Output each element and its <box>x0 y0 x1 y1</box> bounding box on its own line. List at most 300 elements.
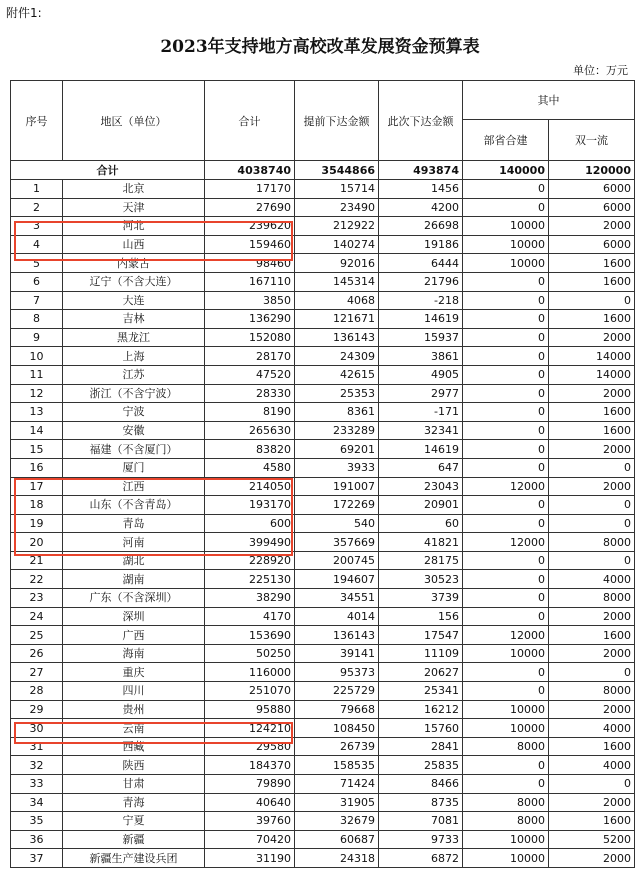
cell-advance: 34551 <box>295 589 379 608</box>
cell-region: 福建（不含厦门） <box>63 440 205 459</box>
cell-region: 广东（不含深圳） <box>63 589 205 608</box>
table-row <box>11 198 635 217</box>
cell-seq: 8 <box>11 310 63 329</box>
cell-advance: 71424 <box>295 775 379 794</box>
document-title: 2023年支持地方高校改革发展资金预算表 <box>160 37 480 57</box>
cell-advance: 15714 <box>295 180 379 199</box>
table-row <box>11 737 635 756</box>
table-row <box>11 644 635 663</box>
cell-joint: 12000 <box>463 477 549 496</box>
cell-joint: 0 <box>463 421 549 440</box>
cell-current: 17547 <box>379 626 463 645</box>
table-row <box>11 217 635 236</box>
cell-joint: 8000 <box>463 812 549 831</box>
cell-joint: 0 <box>463 347 549 366</box>
cell-advance: 60687 <box>295 830 379 849</box>
cell-region: 厦门 <box>63 458 205 477</box>
cell-seq: 18 <box>11 496 63 515</box>
cell-current: 20901 <box>379 496 463 515</box>
cell-double: 2000 <box>549 607 635 626</box>
cell-advance: 32679 <box>295 812 379 831</box>
cell-double: 6000 <box>549 180 635 199</box>
header-seq: 序号 <box>11 81 63 161</box>
cell-joint: 10000 <box>463 644 549 663</box>
cell-current: 14619 <box>379 310 463 329</box>
cell-double: 2000 <box>549 644 635 663</box>
cell-total: 214050 <box>205 477 295 496</box>
cell-current: 11109 <box>379 644 463 663</box>
table-row <box>11 551 635 570</box>
cell-joint: 0 <box>463 384 549 403</box>
cell-double: 8000 <box>549 682 635 701</box>
cell-joint: 0 <box>463 440 549 459</box>
cell-current: 26698 <box>379 217 463 236</box>
table-row <box>11 384 635 403</box>
cell-region: 贵州 <box>63 700 205 719</box>
cell-double: 4000 <box>549 756 635 775</box>
cell-joint: 0 <box>463 607 549 626</box>
cell-region: 陕西 <box>63 756 205 775</box>
cell-total: 239620 <box>205 217 295 236</box>
cell-seq: 4 <box>11 235 63 254</box>
cell-joint: 10000 <box>463 235 549 254</box>
cell-region: 河北 <box>63 217 205 236</box>
cell-total: 40640 <box>205 793 295 812</box>
cell-region: 湖北 <box>63 551 205 570</box>
cell-joint: 10000 <box>463 254 549 273</box>
cell-region: 新疆生产建设兵团 <box>63 849 205 868</box>
cell-total: 4170 <box>205 607 295 626</box>
cell-current: 16212 <box>379 700 463 719</box>
cell-joint: 0 <box>463 496 549 515</box>
cell-advance: 95373 <box>295 663 379 682</box>
cell-current: 4905 <box>379 365 463 384</box>
cell-double: 4000 <box>549 570 635 589</box>
cell-total: 228920 <box>205 551 295 570</box>
cell-region: 宁夏 <box>63 812 205 831</box>
table-row <box>11 849 635 868</box>
table-row <box>11 812 635 831</box>
cell-seq: 10 <box>11 347 63 366</box>
cell-double: 0 <box>549 551 635 570</box>
header-joint: 部省合建 <box>463 120 549 161</box>
cell-seq: 23 <box>11 589 63 608</box>
cell-seq: 27 <box>11 663 63 682</box>
cell-seq: 16 <box>11 458 63 477</box>
cell-seq: 17 <box>11 477 63 496</box>
cell-advance: 191007 <box>295 477 379 496</box>
cell-double: 0 <box>549 291 635 310</box>
cell-total: 28170 <box>205 347 295 366</box>
cell-double: 2000 <box>549 384 635 403</box>
cell-advance: 225729 <box>295 682 379 701</box>
cell-advance: 23490 <box>295 198 379 217</box>
cell-advance: 108450 <box>295 719 379 738</box>
cell-current: 3861 <box>379 347 463 366</box>
table-row <box>11 589 635 608</box>
cell-double: 0 <box>549 663 635 682</box>
cell-advance: 158535 <box>295 756 379 775</box>
cell-double: 2000 <box>549 217 635 236</box>
cell-region: 浙江（不含宁波） <box>63 384 205 403</box>
cell-current: 4200 <box>379 198 463 217</box>
cell-advance: 3933 <box>295 458 379 477</box>
table-row <box>11 421 635 440</box>
table-row <box>11 272 635 291</box>
cell-current: 19186 <box>379 235 463 254</box>
cell-seq: 6 <box>11 272 63 291</box>
cell-joint: 10000 <box>463 700 549 719</box>
cell-advance: 26739 <box>295 737 379 756</box>
cell-current: 647 <box>379 458 463 477</box>
cell-current: 8735 <box>379 793 463 812</box>
cell-current: 21796 <box>379 272 463 291</box>
cell-region: 江苏 <box>63 365 205 384</box>
header-advance: 提前下达金额 <box>295 81 379 161</box>
cell-region: 河南 <box>63 533 205 552</box>
cell-double: 14000 <box>549 347 635 366</box>
cell-seq: 21 <box>11 551 63 570</box>
table-row <box>11 607 635 626</box>
cell-seq: 5 <box>11 254 63 273</box>
cell-double: 1600 <box>549 421 635 440</box>
cell-double: 2000 <box>549 440 635 459</box>
cell-advance: 24309 <box>295 347 379 366</box>
cell-total: 47520 <box>205 365 295 384</box>
cell-region: 重庆 <box>63 663 205 682</box>
cell-double: 1600 <box>549 737 635 756</box>
cell-advance: 212922 <box>295 217 379 236</box>
cell-current: 3739 <box>379 589 463 608</box>
cell-current: 20627 <box>379 663 463 682</box>
cell-double: 6000 <box>549 235 635 254</box>
cell-total: 8190 <box>205 403 295 422</box>
cell-joint: 0 <box>463 570 549 589</box>
table-row <box>11 533 635 552</box>
cell-total: 225130 <box>205 570 295 589</box>
cell-seq: 33 <box>11 775 63 794</box>
cell-joint: 0 <box>463 589 549 608</box>
cell-advance: 39141 <box>295 644 379 663</box>
cell-current: 30523 <box>379 570 463 589</box>
cell-current: 2841 <box>379 737 463 756</box>
cell-joint: 0 <box>463 756 549 775</box>
cell-region: 四川 <box>63 682 205 701</box>
cell-double: 4000 <box>549 719 635 738</box>
cell-total: 50250 <box>205 644 295 663</box>
cell-total: 116000 <box>205 663 295 682</box>
cell-seq: 13 <box>11 403 63 422</box>
budget-table <box>10 80 635 868</box>
table-row <box>11 180 635 199</box>
cell-current: 25341 <box>379 682 463 701</box>
cell-double: 1600 <box>549 310 635 329</box>
cell-total: 153690 <box>205 626 295 645</box>
cell-total: 265630 <box>205 421 295 440</box>
cell-joint: 0 <box>463 403 549 422</box>
cell-total: 38290 <box>205 589 295 608</box>
table-row <box>11 700 635 719</box>
table-row <box>11 254 635 273</box>
table-row <box>11 514 635 533</box>
cell-seq: 15 <box>11 440 63 459</box>
cell-joint: 0 <box>463 328 549 347</box>
total-row <box>11 161 635 180</box>
cell-seq: 28 <box>11 682 63 701</box>
cell-joint: 0 <box>463 198 549 217</box>
cell-seq: 9 <box>11 328 63 347</box>
total-cell-total: 4038740 <box>205 161 295 180</box>
cell-advance: 136143 <box>295 328 379 347</box>
cell-advance: 357669 <box>295 533 379 552</box>
cell-joint: 12000 <box>463 533 549 552</box>
cell-advance: 172269 <box>295 496 379 515</box>
cell-total: 28330 <box>205 384 295 403</box>
cell-region: 江西 <box>63 477 205 496</box>
cell-joint: 10000 <box>463 217 549 236</box>
cell-advance: 121671 <box>295 310 379 329</box>
cell-total: 83820 <box>205 440 295 459</box>
cell-advance: 24318 <box>295 849 379 868</box>
cell-current: 23043 <box>379 477 463 496</box>
table-row <box>11 347 635 366</box>
cell-seq: 1 <box>11 180 63 199</box>
cell-joint: 0 <box>463 682 549 701</box>
cell-joint: 8000 <box>463 793 549 812</box>
cell-current: 7081 <box>379 812 463 831</box>
cell-total: 98460 <box>205 254 295 273</box>
cell-double: 1600 <box>549 812 635 831</box>
cell-double: 8000 <box>549 533 635 552</box>
cell-total: 17170 <box>205 180 295 199</box>
cell-total: 70420 <box>205 830 295 849</box>
cell-current: 15937 <box>379 328 463 347</box>
cell-joint: 0 <box>463 663 549 682</box>
cell-seq: 24 <box>11 607 63 626</box>
table-row <box>11 682 635 701</box>
table-row <box>11 719 635 738</box>
table-row <box>11 626 635 645</box>
cell-double: 0 <box>549 514 635 533</box>
cell-advance: 140274 <box>295 235 379 254</box>
cell-advance: 25353 <box>295 384 379 403</box>
cell-current: 9733 <box>379 830 463 849</box>
cell-joint: 0 <box>463 310 549 329</box>
cell-seq: 34 <box>11 793 63 812</box>
cell-total: 399490 <box>205 533 295 552</box>
cell-advance: 79668 <box>295 700 379 719</box>
cell-current: 41821 <box>379 533 463 552</box>
cell-region: 吉林 <box>63 310 205 329</box>
cell-seq: 30 <box>11 719 63 738</box>
cell-total: 27690 <box>205 198 295 217</box>
cell-double: 1600 <box>549 272 635 291</box>
cell-current: 156 <box>379 607 463 626</box>
cell-joint: 0 <box>463 180 549 199</box>
table-row <box>11 235 635 254</box>
cell-total: 95880 <box>205 700 295 719</box>
table-row <box>11 440 635 459</box>
cell-current: 6444 <box>379 254 463 273</box>
cell-region: 安徽 <box>63 421 205 440</box>
total-cell-current: 493874 <box>379 161 463 180</box>
cell-advance: 233289 <box>295 421 379 440</box>
cell-double: 1600 <box>549 254 635 273</box>
total-label: 合计 <box>11 161 205 180</box>
header-of-which: 其中 <box>463 81 635 120</box>
cell-seq: 25 <box>11 626 63 645</box>
cell-region: 内蒙古 <box>63 254 205 273</box>
cell-region: 北京 <box>63 180 205 199</box>
cell-seq: 29 <box>11 700 63 719</box>
cell-joint: 12000 <box>463 626 549 645</box>
cell-joint: 0 <box>463 291 549 310</box>
cell-region: 西藏 <box>63 737 205 756</box>
cell-current: -171 <box>379 403 463 422</box>
cell-region: 新疆 <box>63 830 205 849</box>
cell-total: 600 <box>205 514 295 533</box>
cell-seq: 22 <box>11 570 63 589</box>
cell-double: 5200 <box>549 830 635 849</box>
attachment-label: 附件1: <box>6 6 42 20</box>
table-row <box>11 291 635 310</box>
cell-advance: 69201 <box>295 440 379 459</box>
cell-total: 193170 <box>205 496 295 515</box>
cell-current: 15760 <box>379 719 463 738</box>
cell-seq: 7 <box>11 291 63 310</box>
cell-joint: 0 <box>463 514 549 533</box>
header-current: 此次下达金额 <box>379 81 463 161</box>
cell-double: 6000 <box>549 198 635 217</box>
cell-current: 60 <box>379 514 463 533</box>
cell-joint: 10000 <box>463 719 549 738</box>
table-row <box>11 663 635 682</box>
cell-current: 2977 <box>379 384 463 403</box>
cell-total: 152080 <box>205 328 295 347</box>
cell-region: 大连 <box>63 291 205 310</box>
cell-region: 深圳 <box>63 607 205 626</box>
cell-advance: 8361 <box>295 403 379 422</box>
table-row <box>11 365 635 384</box>
cell-advance: 540 <box>295 514 379 533</box>
table-row <box>11 403 635 422</box>
cell-seq: 11 <box>11 365 63 384</box>
cell-region: 山东（不含青岛） <box>63 496 205 515</box>
cell-double: 2000 <box>549 700 635 719</box>
cell-seq: 14 <box>11 421 63 440</box>
cell-total: 159460 <box>205 235 295 254</box>
cell-seq: 31 <box>11 737 63 756</box>
cell-region: 湖南 <box>63 570 205 589</box>
cell-double: 2000 <box>549 477 635 496</box>
cell-advance: 200745 <box>295 551 379 570</box>
cell-total: 31190 <box>205 849 295 868</box>
cell-double: 0 <box>549 496 635 515</box>
cell-seq: 3 <box>11 217 63 236</box>
cell-total: 4580 <box>205 458 295 477</box>
cell-joint: 8000 <box>463 737 549 756</box>
cell-seq: 2 <box>11 198 63 217</box>
cell-region: 青海 <box>63 793 205 812</box>
cell-advance: 42615 <box>295 365 379 384</box>
cell-total: 3850 <box>205 291 295 310</box>
cell-double: 2000 <box>549 793 635 812</box>
cell-advance: 136143 <box>295 626 379 645</box>
unit-label: 单位：万元 <box>573 64 628 77</box>
cell-current: 14619 <box>379 440 463 459</box>
cell-total: 184370 <box>205 756 295 775</box>
cell-region: 山西 <box>63 235 205 254</box>
cell-region: 广西 <box>63 626 205 645</box>
cell-double: 1600 <box>549 403 635 422</box>
cell-joint: 0 <box>463 272 549 291</box>
cell-total: 124210 <box>205 719 295 738</box>
table-row <box>11 477 635 496</box>
header-double: 双一流 <box>549 120 635 161</box>
cell-current: 8466 <box>379 775 463 794</box>
cell-total: 251070 <box>205 682 295 701</box>
cell-current: 28175 <box>379 551 463 570</box>
cell-joint: 0 <box>463 365 549 384</box>
cell-total: 79890 <box>205 775 295 794</box>
table-row <box>11 458 635 477</box>
cell-total: 167110 <box>205 272 295 291</box>
cell-region: 辽宁（不含大连） <box>63 272 205 291</box>
cell-total: 136290 <box>205 310 295 329</box>
cell-double: 0 <box>549 775 635 794</box>
cell-region: 天津 <box>63 198 205 217</box>
table-row <box>11 793 635 812</box>
cell-seq: 12 <box>11 384 63 403</box>
cell-seq: 37 <box>11 849 63 868</box>
table-row <box>11 328 635 347</box>
total-cell-advance: 3544866 <box>295 161 379 180</box>
cell-advance: 145314 <box>295 272 379 291</box>
cell-advance: 31905 <box>295 793 379 812</box>
table-row <box>11 310 635 329</box>
cell-seq: 20 <box>11 533 63 552</box>
total-cell-double: 120000 <box>549 161 635 180</box>
cell-region: 黑龙江 <box>63 328 205 347</box>
cell-seq: 36 <box>11 830 63 849</box>
header-region: 地区（单位） <box>63 81 205 161</box>
cell-joint: 10000 <box>463 849 549 868</box>
cell-total: 29580 <box>205 737 295 756</box>
cell-region: 宁波 <box>63 403 205 422</box>
cell-current: 25835 <box>379 756 463 775</box>
cell-advance: 194607 <box>295 570 379 589</box>
cell-double: 14000 <box>549 365 635 384</box>
cell-region: 甘肃 <box>63 775 205 794</box>
cell-seq: 26 <box>11 644 63 663</box>
cell-current: 32341 <box>379 421 463 440</box>
cell-current: 6872 <box>379 849 463 868</box>
table-row <box>11 496 635 515</box>
table-row <box>11 830 635 849</box>
cell-joint: 10000 <box>463 830 549 849</box>
cell-joint: 0 <box>463 551 549 570</box>
header-total: 合计 <box>205 81 295 161</box>
cell-seq: 35 <box>11 812 63 831</box>
cell-seq: 32 <box>11 756 63 775</box>
cell-current: -218 <box>379 291 463 310</box>
cell-advance: 4014 <box>295 607 379 626</box>
cell-double: 2000 <box>549 849 635 868</box>
table-row <box>11 756 635 775</box>
cell-double: 8000 <box>549 589 635 608</box>
cell-seq: 19 <box>11 514 63 533</box>
cell-region: 海南 <box>63 644 205 663</box>
